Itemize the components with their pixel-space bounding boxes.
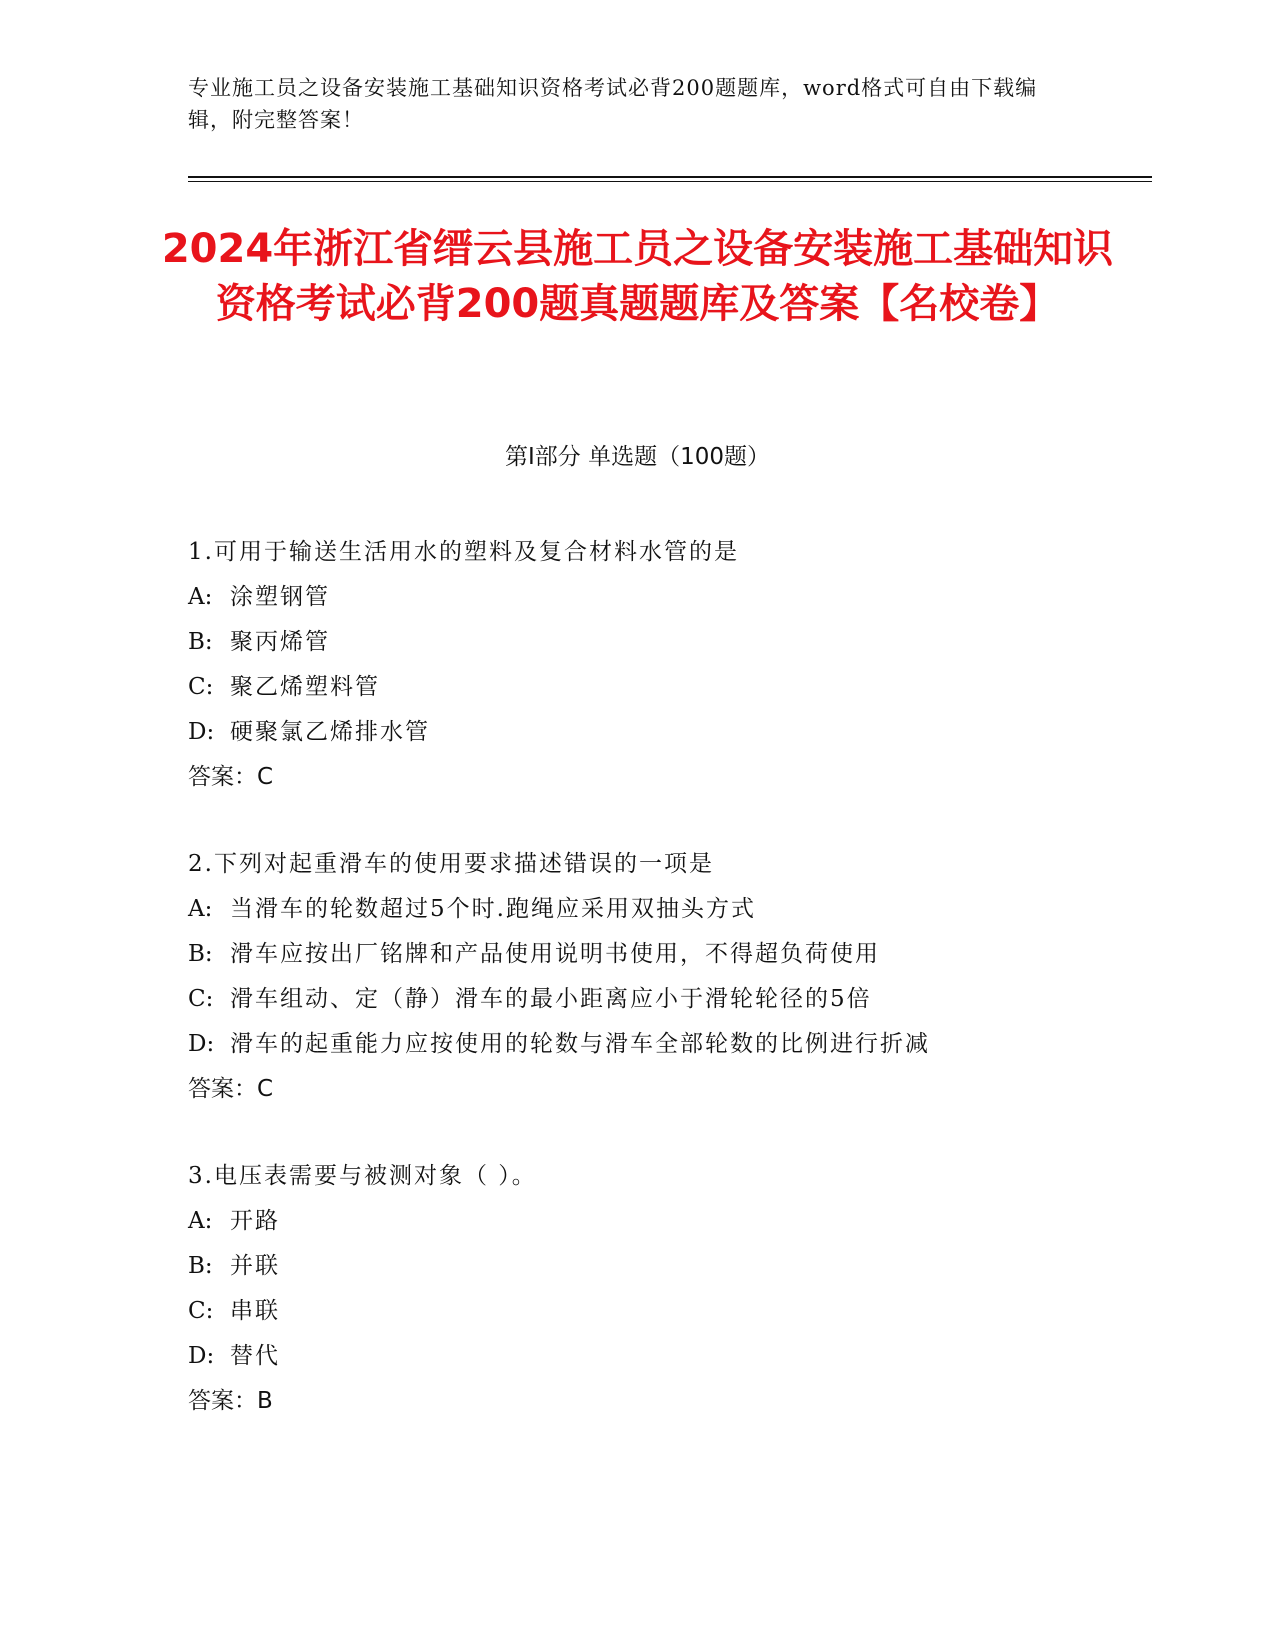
option-b bbox=[188, 932, 1128, 977]
option-letter: B: bbox=[188, 1253, 213, 1279]
option-letter: A: bbox=[188, 896, 213, 922]
question-list bbox=[188, 530, 1128, 1466]
option-text: 串联 bbox=[230, 1298, 280, 1324]
option-letter: D: bbox=[188, 719, 215, 745]
option-letter: A: bbox=[188, 584, 213, 610]
option-text: 涂塑钢管 bbox=[230, 584, 330, 610]
option-d bbox=[188, 1334, 1128, 1379]
question-item bbox=[188, 530, 1128, 800]
question-stem: 2.下列对起重滑车的使用要求描述错误的一项是 bbox=[188, 851, 714, 877]
option-text: 聚乙烯塑料管 bbox=[230, 674, 380, 700]
header-note: 专业施工员之设备安装施工基础知识资格考试必背200题题库，word格式可自由下载编辑，附完整答案！ bbox=[188, 76, 1038, 132]
option-d bbox=[188, 710, 1128, 755]
option-text: 滑车的起重能力应按使用的轮数与滑车全部轮数的比例进行折减 bbox=[230, 1031, 930, 1057]
option-letter: C: bbox=[188, 674, 214, 700]
option-text: 开路 bbox=[230, 1208, 280, 1234]
option-d bbox=[188, 1022, 1128, 1067]
option-letter: D: bbox=[188, 1343, 215, 1369]
option-c bbox=[188, 977, 1128, 1022]
question-item bbox=[188, 1154, 1128, 1424]
question-item bbox=[188, 842, 1128, 1112]
option-text: 并联 bbox=[230, 1253, 280, 1279]
question-stem: 1.可用于输送生活用水的塑料及复合材料水管的是 bbox=[188, 539, 739, 565]
option-letter: B: bbox=[188, 629, 213, 655]
answer-line: 答案：C bbox=[188, 764, 274, 790]
header-divider bbox=[188, 176, 1152, 182]
option-text: 当滑车的轮数超过5个时.跑绳应采用双抽头方式 bbox=[230, 896, 756, 922]
option-letter: D: bbox=[188, 1031, 215, 1057]
document-title: 2024年浙江省缙云县施工员之设备安装施工基础知识资格考试必背200题真题题库及答案【名校卷】 bbox=[161, 226, 1114, 327]
answer-line: 答案：C bbox=[188, 1076, 274, 1102]
option-a bbox=[188, 1199, 1128, 1244]
option-c bbox=[188, 1289, 1128, 1334]
option-a bbox=[188, 887, 1128, 932]
option-b bbox=[188, 1244, 1128, 1289]
option-c bbox=[188, 665, 1128, 710]
section-heading: 第I部分 单选题（100题） bbox=[505, 444, 770, 470]
option-a bbox=[188, 575, 1128, 620]
option-text: 滑车组动、定（静）滑车的最小距离应小于滑轮轮径的5倍 bbox=[230, 986, 872, 1012]
option-text: 硬聚氯乙烯排水管 bbox=[230, 719, 430, 745]
option-b bbox=[188, 620, 1128, 665]
option-text: 滑车应按出厂铭牌和产品使用说明书使用，不得超负荷使用 bbox=[230, 941, 880, 967]
option-letter: A: bbox=[188, 1208, 213, 1234]
option-letter: B: bbox=[188, 941, 213, 967]
question-stem: 3.电压表需要与被测对象（ ）。 bbox=[188, 1163, 537, 1189]
option-text: 聚丙烯管 bbox=[230, 629, 330, 655]
option-letter: C: bbox=[188, 1298, 214, 1324]
answer-line: 答案：B bbox=[188, 1388, 273, 1414]
option-letter: C: bbox=[188, 986, 214, 1012]
option-text: 替代 bbox=[230, 1343, 280, 1369]
